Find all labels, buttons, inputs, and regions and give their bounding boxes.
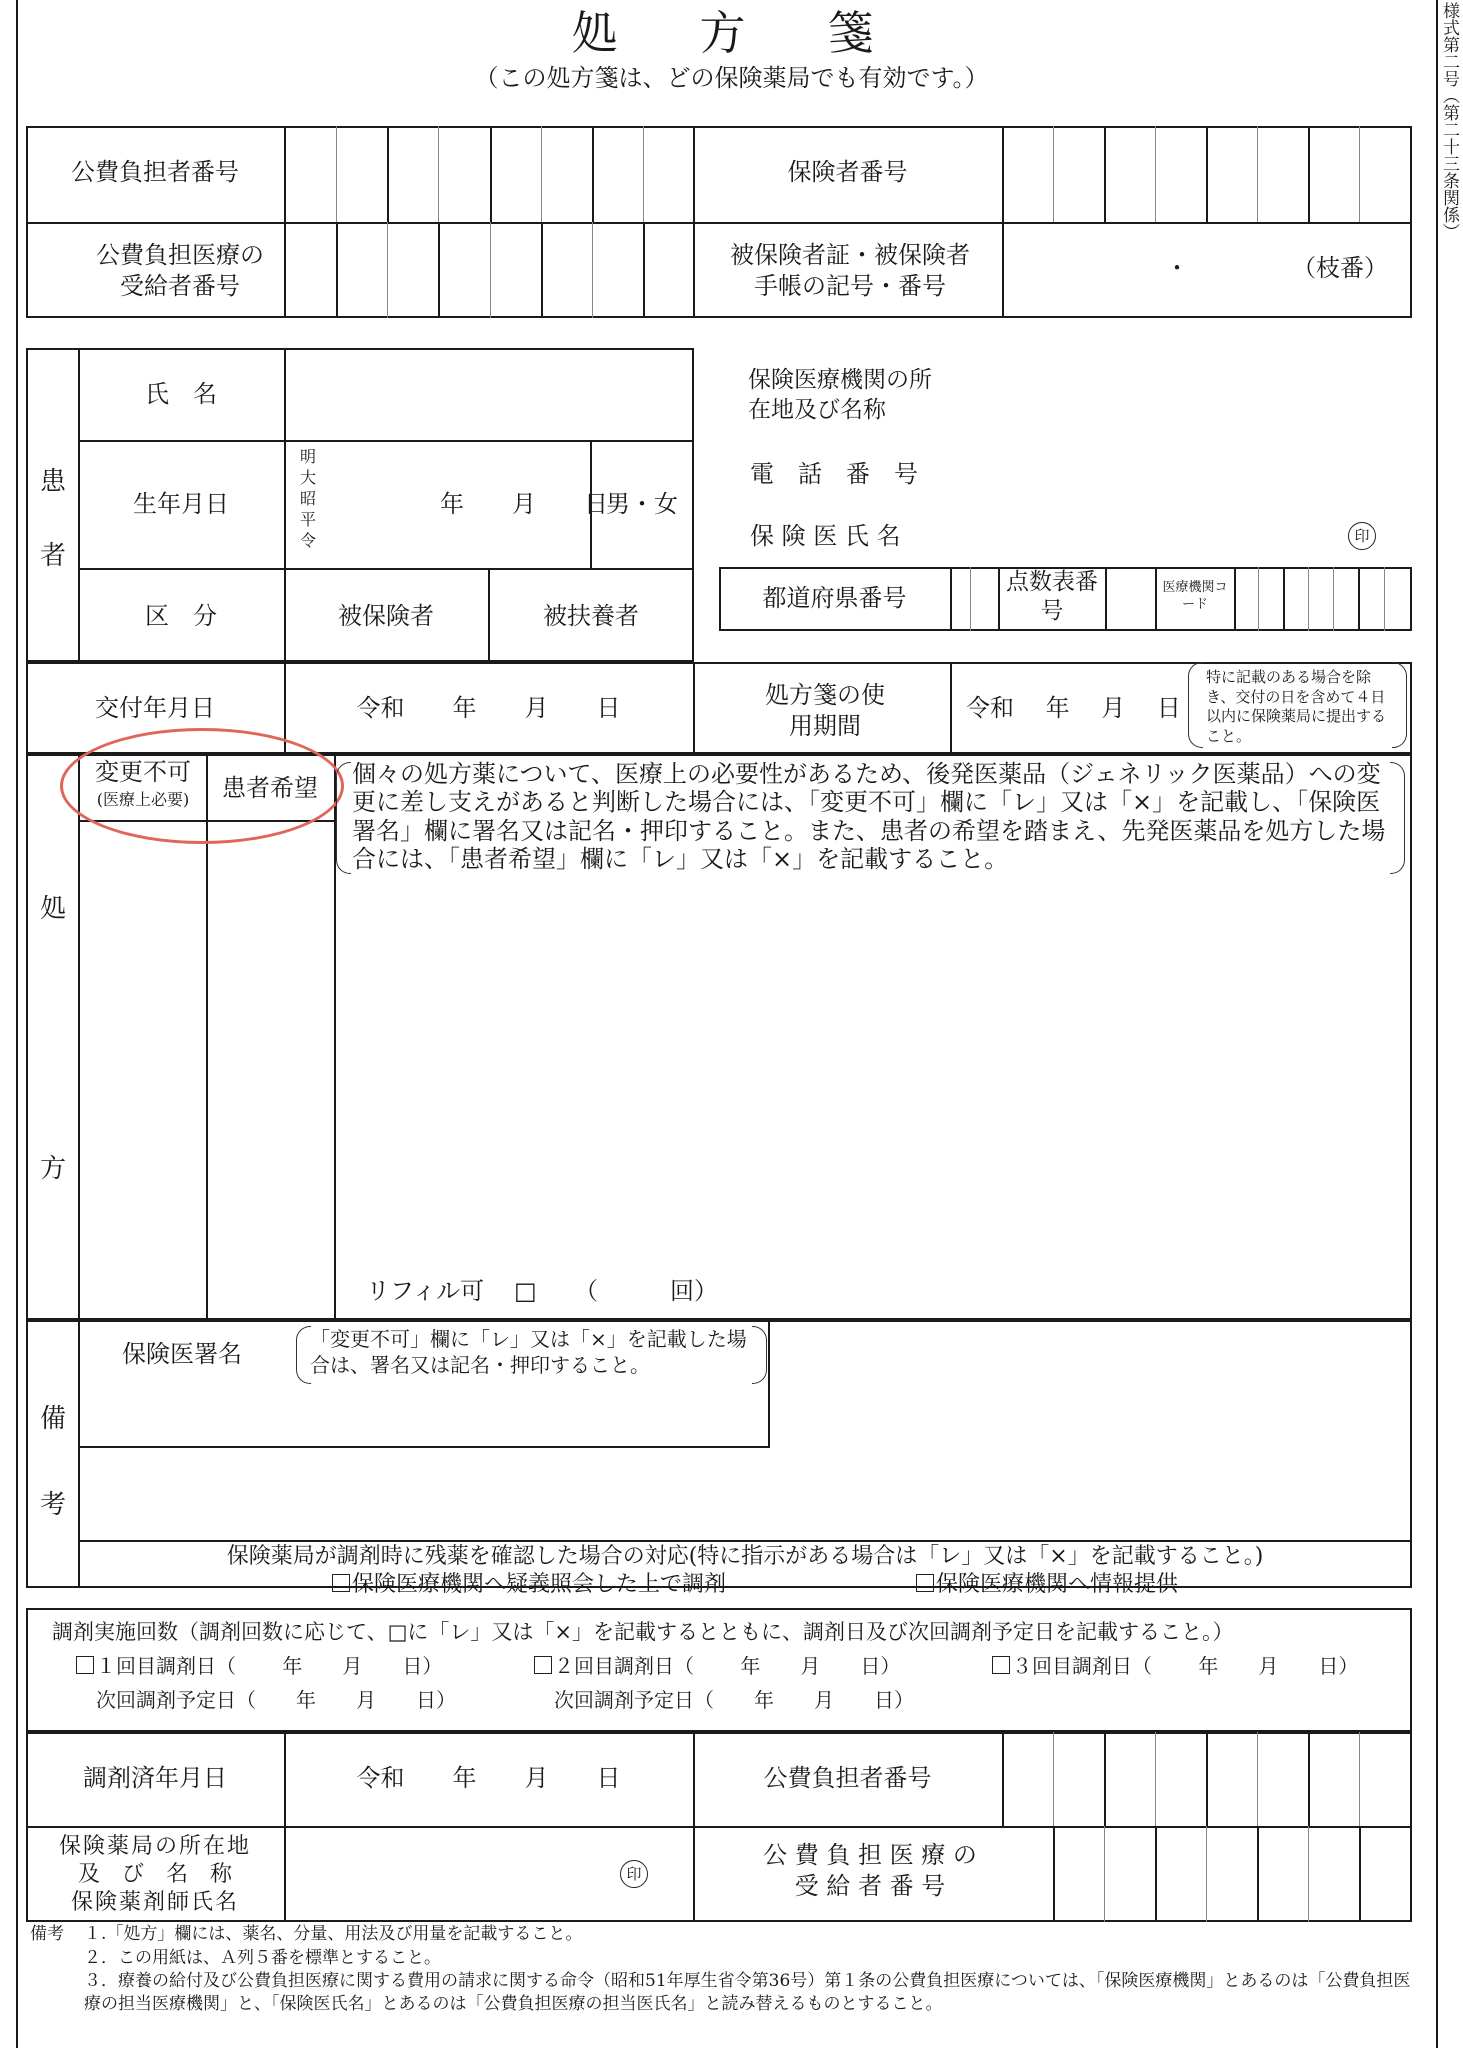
prescription-section-label-1: 処 <box>40 894 67 924</box>
highlight-circle <box>60 728 344 844</box>
refill-label: リフィル可 <box>366 1277 485 1305</box>
residual-option-information[interactable]: 保険医療機関へ情報提供 <box>916 1572 1178 1598</box>
information-checkbox[interactable] <box>916 1574 934 1592</box>
second-dispensing: ２回目調剤日（ 年 月 日） <box>534 1654 900 1678</box>
patient-wish-label: 患者希望 <box>222 774 318 802</box>
patient-name-label: 氏 名 <box>145 380 217 408</box>
branch-number-label: （枝番） <box>1292 254 1388 282</box>
page-left-edge <box>16 0 18 2048</box>
pharmacy-address-line1: 保険薬局の所在地 <box>58 1834 251 1859</box>
next-dispensing-2: 次回調剤予定日（ 年 月 日） <box>554 1688 914 1712</box>
insured-person-option: 被保険者 <box>338 602 434 630</box>
prefecture-number-label: 都道府県番号 <box>762 584 907 612</box>
birth-ymd: 年 月 日 <box>440 490 608 518</box>
score-table-number-label: 点数表番号 <box>1006 569 1098 624</box>
form-subtitle: （この処方箋は、どの保険薬局でも有効です。） <box>474 64 989 92</box>
second-dispensing-checkbox[interactable] <box>534 1656 552 1674</box>
prescription-section-label-2: 方 <box>40 1154 67 1184</box>
dispensing-count-title: 調剤実施回数（調剤回数に応じて、□に「レ」又は「×」を記載するとともに、調剤日及び次回調剤予定日を記載すること。） <box>52 1620 1234 1644</box>
birth-date-label: 生年月日 <box>133 490 229 518</box>
doctor-name-label: 保 険 医 氏 名 <box>750 522 901 550</box>
residual-drug-title: 保険薬局が調剤時に残薬を確認した場合の対応(特に指示がある場合は「レ」又は「×」を記載すること。) <box>226 1544 1264 1569</box>
remarks-section-label-1: 備 <box>40 1404 67 1434</box>
first-dispensing: １回目調剤日（ 年 月 日） <box>76 1654 442 1678</box>
footer-label: 備考 <box>30 1924 64 1944</box>
usage-period-label: 処方箋の使用期間 <box>765 681 885 741</box>
institution-code-label: 医療機関コード <box>1162 580 1228 612</box>
signature-note: 「変更不可」欄に「レ」又は「×」を記載した場合は、署名又は記名・押印すること。 <box>310 1327 747 1377</box>
page-right-edge <box>1436 0 1438 2048</box>
dispensed-date-value: 令和 年 月 日 <box>356 1764 621 1792</box>
refill-checkbox[interactable]: □ <box>514 1277 537 1305</box>
footer-note-3: ３．療養の給付及び公費負担医療に関する費用の請求に関する命令（昭和51年厚生省令第36号）第１条の公費負担医療については、「保険医療機関」とあるのは「公費負担医療の担当医療機関」と、「保険医氏名」とあるのは「公費負担医療の担当医氏名」と読み替えるものとすること。 <box>84 1971 1411 2014</box>
insurer-number-label: 保険者番号 <box>787 158 908 186</box>
dispensed-date-label: 調剤済年月日 <box>83 1764 227 1792</box>
residual-option-inquiry[interactable]: 保険医療機関へ疑義照会した上で調剤 <box>332 1572 726 1598</box>
clinic-address-label: 保険医療機関の所在地及び名称 <box>748 367 932 423</box>
patient-section-label: 患者 <box>40 467 67 571</box>
public-payer-number-label: 公費負担者番号 <box>71 158 239 186</box>
dependent-option: 被扶養者 <box>543 602 639 630</box>
no-change-label: 変更不可 <box>95 758 191 786</box>
public-recipient-number-label: 公費負担医療の受給者番号 <box>96 241 264 301</box>
form-title: 処 方 箋 <box>571 6 892 60</box>
issue-date-value: 令和 年 月 日 <box>356 694 621 722</box>
generic-substitution-instructions: 個々の処方薬について、医療上の必要性があるため、後発医薬品（ジェネリック医薬品）への変更に差し支えがあると判断した場合には、「変更不可」欄に「レ」又は「×」を記載し、「保険医署名」欄に署名又は記名・押印すること。また、患者の希望を踏まえ、先発医薬品を処方した場合には、「患者希望」欄に「レ」又は「×」を記載すること。 <box>352 760 1386 873</box>
pharmacy-public-payer-number-label: 公費負担者番号 <box>763 1764 932 1792</box>
doctor-signature-label: 保険医署名 <box>122 1340 242 1368</box>
pharmacist-seal-icon: 印 <box>620 1860 648 1888</box>
doctor-seal-icon: 印 <box>1348 522 1376 550</box>
refill-count: （ 回） <box>574 1277 718 1305</box>
insured-card-dot: ・ <box>1165 254 1189 282</box>
remarks-section-label-2: 考 <box>40 1490 67 1520</box>
issue-date-label: 交付年月日 <box>95 694 215 722</box>
pharmacy-address-line2: 及 び 名 称 <box>77 1862 232 1887</box>
inquiry-checkbox[interactable] <box>332 1574 350 1592</box>
category-label: 区 分 <box>145 602 217 630</box>
next-dispensing-1: 次回調剤予定日（ 年 月 日） <box>96 1688 456 1712</box>
usage-period-note: 特に記載のある場合を除き、交付の日を含めて４日以内に保険薬局に提出すること。 <box>1206 668 1387 745</box>
clinic-phone-label: 電 話 番 号 <box>750 460 918 488</box>
footer-note-2: ２．この用紙は、Ａ列５番を標準とすること。 <box>84 1948 441 1968</box>
pharmacy-address-line3: 保険薬剤師氏名 <box>70 1890 239 1915</box>
usage-period-value: 令和 年 月 日 <box>966 694 1181 722</box>
third-dispensing: ３回目調剤日（ 年 月 日） <box>992 1654 1358 1678</box>
first-dispensing-checkbox[interactable] <box>76 1656 94 1674</box>
era-list: 明大昭平令 <box>300 447 317 550</box>
third-dispensing-checkbox[interactable] <box>992 1656 1010 1674</box>
form-number: 様式第二号（第二十三条関係） <box>1439 2 1459 240</box>
pharmacy-public-recipient-label: 公 費 負 担 医 療 の 受 給 者 番 号 <box>763 1841 977 1901</box>
footer-note-1: １.「処方」欄には、薬名、分量、用法及び用量を記載すること。 <box>84 1924 583 1944</box>
sex-field: 男・女 <box>606 490 678 518</box>
no-change-sublabel: (医療上必要) <box>96 790 190 809</box>
insured-card-number-label: 被保険者証・被保険者手帳の記号・番号 <box>730 241 970 301</box>
